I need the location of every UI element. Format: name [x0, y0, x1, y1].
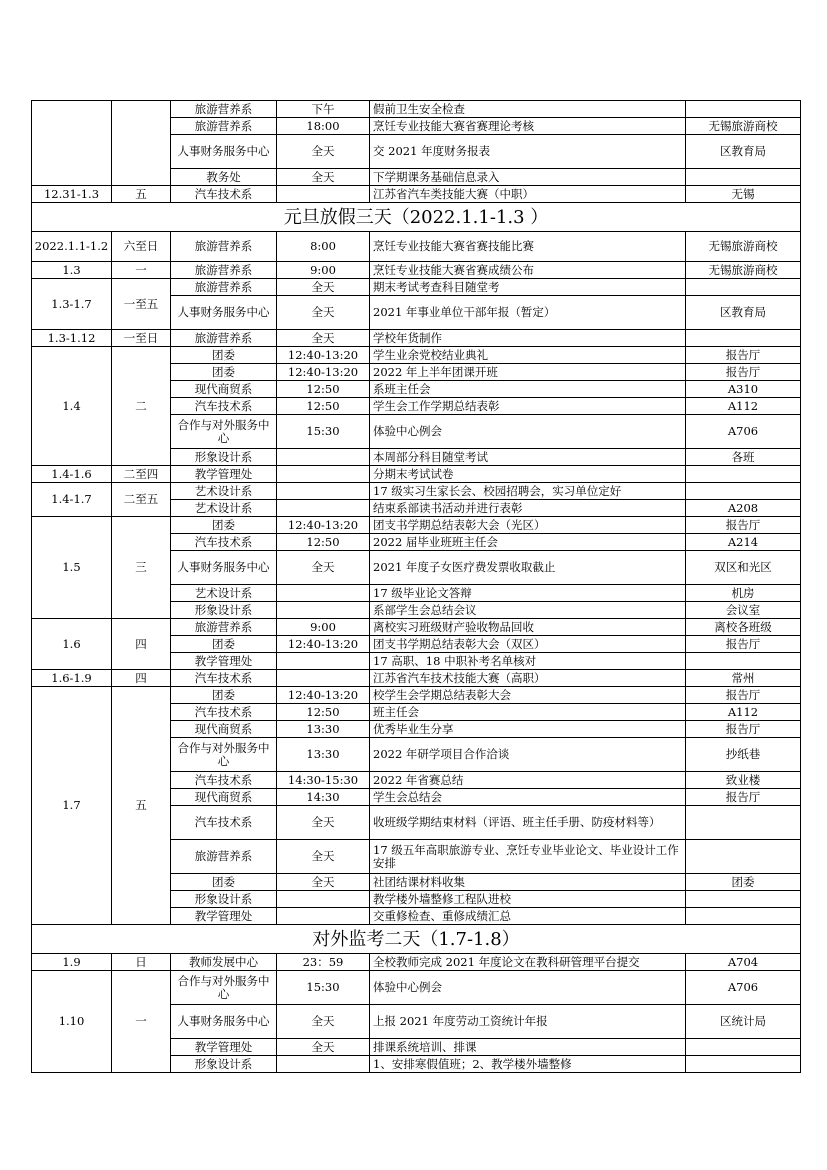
department-cell: 现代商贸系 [171, 721, 277, 738]
time-cell: 8:00 [277, 232, 370, 262]
place-cell [686, 891, 801, 908]
table-row [32, 262, 801, 279]
date-cell: 1.3 [32, 262, 112, 279]
department-cell: 现代商贸系 [171, 381, 277, 398]
department-cell: 团委 [171, 687, 277, 704]
time-cell: 15:30 [277, 415, 370, 449]
time-cell: 12:50 [277, 704, 370, 721]
department-cell: 形象设计系 [171, 602, 277, 619]
date-cell: 1.9 [32, 954, 112, 971]
place-cell [686, 653, 801, 670]
place-cell: A706 [686, 415, 801, 449]
schedule-table [31, 100, 801, 1073]
time-cell: 12:50 [277, 534, 370, 551]
department-cell: 汽车技术系 [171, 670, 277, 687]
department-cell: 旅游营养系 [171, 101, 277, 118]
schedule-body [32, 101, 801, 1073]
place-cell: 会议室 [686, 602, 801, 619]
place-cell: 报告厅 [686, 721, 801, 738]
content-cell: 期末考试考查科目随堂考 [370, 279, 686, 296]
time-cell: 全天 [277, 806, 370, 840]
table-row [32, 517, 801, 534]
time-cell [277, 602, 370, 619]
time-cell: 全天 [277, 135, 370, 169]
department-cell: 旅游营养系 [171, 840, 277, 874]
time-cell [277, 466, 370, 483]
content-cell: 上报 2021 年度劳动工资统计年报 [370, 1005, 686, 1039]
place-cell [686, 279, 801, 296]
date-cell: 1.4 [32, 347, 112, 466]
department-cell: 旅游营养系 [171, 279, 277, 296]
content-cell: 下学期课务基础信息录入 [370, 169, 686, 186]
table-row [32, 619, 801, 636]
place-cell: A704 [686, 954, 801, 971]
content-cell: 2022 届毕业班班主任会 [370, 534, 686, 551]
time-cell: 9:00 [277, 619, 370, 636]
content-cell: 排课系统培训、排课 [370, 1039, 686, 1056]
content-cell: 本周部分科目随堂考试 [370, 449, 686, 466]
place-cell [686, 466, 801, 483]
department-cell: 教务处 [171, 169, 277, 186]
time-cell: 15:30 [277, 971, 370, 1005]
time-cell: 12:40-13:20 [277, 364, 370, 381]
place-cell: A112 [686, 398, 801, 415]
time-cell [277, 585, 370, 602]
time-cell [277, 891, 370, 908]
content-cell: 结束系部读书活动并进行表彰 [370, 500, 686, 517]
time-cell: 全天 [277, 840, 370, 874]
department-cell: 艺术设计系 [171, 585, 277, 602]
holiday-banner: 对外监考二天（1.7-1.8） [32, 925, 801, 954]
date-cell: 1.6 [32, 619, 112, 670]
date-cell: 1.5 [32, 517, 112, 619]
department-cell: 形象设计系 [171, 1056, 277, 1073]
content-cell: 团支书学期总结表彰大会（双区） [370, 636, 686, 653]
place-cell: 报告厅 [686, 789, 801, 806]
department-cell: 教学管理处 [171, 653, 277, 670]
department-cell: 人事财务服务中心 [171, 1005, 277, 1039]
table-row [32, 670, 801, 687]
place-cell: A310 [686, 381, 801, 398]
table-row [32, 483, 801, 500]
content-cell: 2021 年事业单位干部年报（暂定） [370, 296, 686, 330]
content-cell: 团支书学期总结表彰大会（光区） [370, 517, 686, 534]
table-row [32, 279, 801, 296]
place-cell [686, 840, 801, 874]
table-row [32, 232, 801, 262]
time-cell: 全天 [277, 551, 370, 585]
place-cell: 无锡旅游商校 [686, 232, 801, 262]
table-row [32, 466, 801, 483]
place-cell: A208 [686, 500, 801, 517]
time-cell [277, 186, 370, 203]
time-cell [277, 908, 370, 925]
time-cell: 14:30-15:30 [277, 772, 370, 789]
place-cell: 无锡 [686, 186, 801, 203]
department-cell: 汽车技术系 [171, 704, 277, 721]
banner-row [32, 925, 801, 954]
content-cell: 校学生会学期总结表彰大会 [370, 687, 686, 704]
date-cell [32, 101, 112, 186]
table-row [32, 347, 801, 364]
department-cell: 合作与对外服务中心 [171, 415, 277, 449]
banner-row [32, 203, 801, 232]
content-cell: 学生业余党校结业典礼 [370, 347, 686, 364]
place-cell: 抄纸巷 [686, 738, 801, 772]
table-row [32, 186, 801, 203]
date-cell: 1.7 [32, 687, 112, 925]
time-cell [277, 653, 370, 670]
content-cell: 17 级毕业论文答辩 [370, 585, 686, 602]
date-cell: 12.31-1.3 [32, 186, 112, 203]
table-row [32, 330, 801, 347]
content-cell: 烹饪专业技能大赛省赛理论考核 [370, 118, 686, 135]
department-cell: 教学管理处 [171, 466, 277, 483]
department-cell: 团委 [171, 636, 277, 653]
table-row [32, 954, 801, 971]
department-cell: 旅游营养系 [171, 232, 277, 262]
weekday-cell: 日 [112, 954, 171, 971]
department-cell: 教学管理处 [171, 1039, 277, 1056]
time-cell: 23：59 [277, 954, 370, 971]
department-cell: 汽车技术系 [171, 772, 277, 789]
content-cell: 2021 年度子女医疗费发票收取截止 [370, 551, 686, 585]
content-cell: 班主任会 [370, 704, 686, 721]
place-cell: 报告厅 [686, 687, 801, 704]
place-cell: 无锡旅游商校 [686, 118, 801, 135]
time-cell: 下午 [277, 101, 370, 118]
content-cell: 交 2021 年度财务报表 [370, 135, 686, 169]
content-cell: 教学楼外墙整修工程队进校 [370, 891, 686, 908]
time-cell: 全天 [277, 279, 370, 296]
content-cell: 学生会总结会 [370, 789, 686, 806]
content-cell: 收班级学期结束材料（评语、班主任手册、防疫材料等） [370, 806, 686, 840]
time-cell [277, 500, 370, 517]
time-cell: 全天 [277, 1005, 370, 1039]
time-cell: 12:40-13:20 [277, 636, 370, 653]
department-cell: 汽车技术系 [171, 398, 277, 415]
department-cell: 旅游营养系 [171, 262, 277, 279]
content-cell: 2022 年省赛总结 [370, 772, 686, 789]
content-cell: 分期末考试试卷 [370, 466, 686, 483]
department-cell: 合作与对外服务中心 [171, 738, 277, 772]
date-cell: 2022.1.1-1.2 [32, 232, 112, 262]
content-cell: 江苏省汽车技术技能大赛（高职） [370, 670, 686, 687]
weekday-cell: 一至日 [112, 330, 171, 347]
place-cell: A214 [686, 534, 801, 551]
department-cell: 团委 [171, 347, 277, 364]
content-cell: 优秀毕业生分享 [370, 721, 686, 738]
place-cell [686, 169, 801, 186]
weekday-cell: 三 [112, 517, 171, 619]
content-cell: 17 级实习生家长会、校园招聘会，实习单位定好 [370, 483, 686, 500]
time-cell: 12:50 [277, 381, 370, 398]
content-cell: 江苏省汽车类技能大赛（中职） [370, 186, 686, 203]
content-cell: 烹饪专业技能大赛省赛技能比赛 [370, 232, 686, 262]
content-cell: 17 高职、18 中职补考名单核对 [370, 653, 686, 670]
weekday-cell: 一 [112, 971, 171, 1073]
time-cell: 全天 [277, 874, 370, 891]
content-cell: 全校教师完成 2021 年度论文在教科研管理平台提交 [370, 954, 686, 971]
place-cell: 离校各班级 [686, 619, 801, 636]
time-cell: 13:30 [277, 738, 370, 772]
department-cell: 合作与对外服务中心 [171, 971, 277, 1005]
content-cell: 1、安排寒假值班；2、教学楼外墙整修 [370, 1056, 686, 1073]
content-cell: 17 级五年高职旅游专业、烹饪专业毕业论文、毕业设计工作安排 [370, 840, 686, 874]
department-cell: 人事财务服务中心 [171, 551, 277, 585]
place-cell: 区教育局 [686, 135, 801, 169]
weekday-cell: 四 [112, 670, 171, 687]
time-cell: 12:40-13:20 [277, 517, 370, 534]
date-cell: 1.4-1.6 [32, 466, 112, 483]
content-cell: 离校实习班级财产验收物品回收 [370, 619, 686, 636]
department-cell: 人事财务服务中心 [171, 296, 277, 330]
time-cell: 全天 [277, 330, 370, 347]
place-cell: 机房 [686, 585, 801, 602]
time-cell: 12:50 [277, 398, 370, 415]
place-cell: 报告厅 [686, 636, 801, 653]
department-cell: 形象设计系 [171, 449, 277, 466]
content-cell: 交重修检查、重修成绩汇总 [370, 908, 686, 925]
department-cell: 旅游营养系 [171, 118, 277, 135]
place-cell: 区统计局 [686, 1005, 801, 1039]
place-cell: 团委 [686, 874, 801, 891]
date-cell: 1.4-1.7 [32, 483, 112, 517]
department-cell: 人事财务服务中心 [171, 135, 277, 169]
weekday-cell: 五 [112, 687, 171, 925]
weekday-cell: 一 [112, 262, 171, 279]
department-cell: 旅游营养系 [171, 619, 277, 636]
place-cell: 报告厅 [686, 517, 801, 534]
place-cell: 致业楼 [686, 772, 801, 789]
content-cell: 系班主任会 [370, 381, 686, 398]
place-cell: 无锡旅游商校 [686, 262, 801, 279]
date-cell: 1.10 [32, 971, 112, 1073]
weekday-cell [112, 101, 171, 186]
table-row [32, 971, 801, 1005]
department-cell: 教师发展中心 [171, 954, 277, 971]
date-cell: 1.6-1.9 [32, 670, 112, 687]
department-cell: 汽车技术系 [171, 186, 277, 203]
department-cell: 团委 [171, 364, 277, 381]
date-cell: 1.3-1.12 [32, 330, 112, 347]
place-cell: 常州 [686, 670, 801, 687]
content-cell: 烹饪专业技能大赛省赛成绩公布 [370, 262, 686, 279]
content-cell: 学生会工作学期总结表彰 [370, 398, 686, 415]
table-row [32, 101, 801, 118]
place-cell: 区教育局 [686, 296, 801, 330]
table-row [32, 687, 801, 704]
weekday-cell: 六至日 [112, 232, 171, 262]
department-cell: 教学管理处 [171, 908, 277, 925]
weekday-cell: 五 [112, 186, 171, 203]
content-cell: 体验中心例会 [370, 971, 686, 1005]
department-cell: 艺术设计系 [171, 500, 277, 517]
weekday-cell: 二至四 [112, 466, 171, 483]
department-cell: 形象设计系 [171, 891, 277, 908]
department-cell: 现代商贸系 [171, 789, 277, 806]
place-cell: A112 [686, 704, 801, 721]
content-cell: 2022 年上半年团课开班 [370, 364, 686, 381]
time-cell [277, 1056, 370, 1073]
time-cell [277, 670, 370, 687]
time-cell: 12:40-13:20 [277, 687, 370, 704]
place-cell [686, 483, 801, 500]
time-cell: 全天 [277, 296, 370, 330]
content-cell: 系部学生会总结会议 [370, 602, 686, 619]
time-cell: 12:40-13:20 [277, 347, 370, 364]
department-cell: 旅游营养系 [171, 330, 277, 347]
date-cell: 1.3-1.7 [32, 279, 112, 330]
place-cell [686, 330, 801, 347]
time-cell: 18:00 [277, 118, 370, 135]
department-cell: 艺术设计系 [171, 483, 277, 500]
time-cell: 9:00 [277, 262, 370, 279]
place-cell: 报告厅 [686, 364, 801, 381]
time-cell [277, 449, 370, 466]
place-cell [686, 908, 801, 925]
place-cell [686, 806, 801, 840]
department-cell: 团委 [171, 517, 277, 534]
weekday-cell: 一至五 [112, 279, 171, 330]
place-cell [686, 101, 801, 118]
content-cell: 学校年货制作 [370, 330, 686, 347]
weekday-cell: 四 [112, 619, 171, 670]
content-cell: 2022 年研学项目合作洽谈 [370, 738, 686, 772]
place-cell: 各班 [686, 449, 801, 466]
department-cell: 团委 [171, 874, 277, 891]
department-cell: 汽车技术系 [171, 806, 277, 840]
content-cell: 社团结课材料收集 [370, 874, 686, 891]
holiday-banner: 元旦放假三天（2022.1.1-1.3 ） [32, 203, 801, 232]
department-cell: 汽车技术系 [171, 534, 277, 551]
weekday-cell: 二 [112, 347, 171, 466]
place-cell: A706 [686, 971, 801, 1005]
time-cell: 14:30 [277, 789, 370, 806]
time-cell: 13:30 [277, 721, 370, 738]
place-cell [686, 1056, 801, 1073]
place-cell [686, 1039, 801, 1056]
place-cell: 报告厅 [686, 347, 801, 364]
time-cell [277, 483, 370, 500]
time-cell: 全天 [277, 169, 370, 186]
content-cell: 假前卫生安全检查 [370, 101, 686, 118]
content-cell: 体验中心例会 [370, 415, 686, 449]
place-cell: 双区和光区 [686, 551, 801, 585]
weekday-cell: 二至五 [112, 483, 171, 517]
time-cell: 全天 [277, 1039, 370, 1056]
